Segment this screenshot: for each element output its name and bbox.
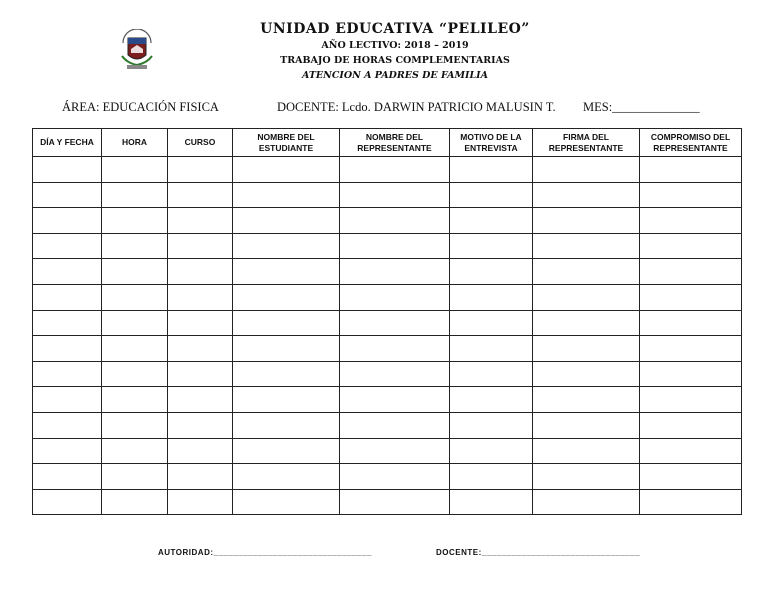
table-cell[interactable] (233, 489, 340, 515)
table-cell[interactable] (533, 438, 640, 464)
table-cell[interactable] (340, 361, 450, 387)
table-cell[interactable] (102, 336, 168, 362)
document-subtitle: TRABAJO DE HORAS COMPLEMENTARIAS (280, 55, 510, 66)
table-cell[interactable] (102, 259, 168, 285)
table-cell[interactable] (533, 182, 640, 208)
table-row (33, 208, 742, 234)
table-cell[interactable] (640, 310, 742, 336)
table-cell[interactable] (450, 387, 533, 413)
table-cell[interactable] (640, 489, 742, 515)
table-cell[interactable] (533, 464, 640, 490)
table-cell[interactable] (33, 361, 102, 387)
table-cell[interactable] (450, 438, 533, 464)
table-row (33, 438, 742, 464)
table-cell[interactable] (640, 182, 742, 208)
table-cell[interactable] (533, 259, 640, 285)
table-cell[interactable] (102, 361, 168, 387)
table-row (33, 489, 742, 515)
table-row (33, 157, 742, 183)
table-cell[interactable] (450, 412, 533, 438)
table-cell[interactable] (233, 182, 340, 208)
table-cell[interactable] (168, 233, 233, 259)
table-cell[interactable] (102, 157, 168, 183)
table-cell[interactable] (340, 284, 450, 310)
table-cell[interactable] (640, 412, 742, 438)
table-cell[interactable] (33, 336, 102, 362)
table-cell[interactable] (233, 412, 340, 438)
table-row (33, 336, 742, 362)
table-cell[interactable] (533, 336, 640, 362)
column-header: NOMBRE DEL REPRESENTANTE (340, 129, 450, 157)
table-row (33, 259, 742, 285)
table-cell[interactable] (168, 387, 233, 413)
table-cell[interactable] (340, 464, 450, 490)
table-cell[interactable] (233, 157, 340, 183)
table-cell[interactable] (233, 464, 340, 490)
table-cell[interactable] (450, 284, 533, 310)
table-cell[interactable] (102, 387, 168, 413)
table-cell[interactable] (340, 233, 450, 259)
table-cell[interactable] (233, 259, 340, 285)
table-cell[interactable] (533, 387, 640, 413)
table-cell[interactable] (33, 387, 102, 413)
table-cell[interactable] (233, 387, 340, 413)
table-row (33, 361, 742, 387)
document-subtitle-2: ATENCION A PADRES DE FAMILIA (302, 70, 488, 81)
table-cell[interactable] (102, 233, 168, 259)
table-cell[interactable] (450, 464, 533, 490)
table-cell[interactable] (168, 412, 233, 438)
table-cell[interactable] (340, 489, 450, 515)
table-cell[interactable] (450, 157, 533, 183)
table-cell[interactable] (233, 438, 340, 464)
month-field: MES:______________ (583, 100, 700, 114)
table-cell[interactable] (450, 310, 533, 336)
table-cell[interactable] (340, 438, 450, 464)
table-cell[interactable] (340, 157, 450, 183)
table-cell[interactable] (33, 310, 102, 336)
table-cell[interactable] (640, 387, 742, 413)
school-crest-icon (115, 29, 159, 75)
table-cell[interactable] (33, 208, 102, 234)
column-header: HORA (102, 129, 168, 157)
table-cell[interactable] (102, 412, 168, 438)
table-cell[interactable] (102, 182, 168, 208)
table-cell[interactable] (533, 284, 640, 310)
table-cell[interactable] (233, 310, 340, 336)
column-header: DÍA Y FECHA (33, 129, 102, 157)
table-cell[interactable] (533, 310, 640, 336)
table-cell[interactable] (640, 284, 742, 310)
table-row (33, 310, 742, 336)
table-cell[interactable] (640, 464, 742, 490)
table-cell[interactable] (33, 489, 102, 515)
table-cell[interactable] (533, 361, 640, 387)
table-cell[interactable] (640, 208, 742, 234)
authority-signature-line: AUTORIDAD:________________________________ (158, 548, 372, 557)
table-cell[interactable] (233, 284, 340, 310)
table-cell[interactable] (450, 489, 533, 515)
table-body (33, 157, 742, 515)
table-cell[interactable] (450, 259, 533, 285)
column-header: FIRMA DEL REPRESENTANTE (533, 129, 640, 157)
table-header-row (33, 129, 742, 157)
table-cell[interactable] (33, 284, 102, 310)
table-cell[interactable] (102, 208, 168, 234)
table-cell[interactable] (168, 361, 233, 387)
table-row (33, 182, 742, 208)
table-cell[interactable] (640, 438, 742, 464)
table-cell[interactable] (450, 361, 533, 387)
column-header: MOTIVO DE LA ENTREVISTA (450, 129, 533, 157)
table-cell[interactable] (533, 489, 640, 515)
table-cell[interactable] (102, 438, 168, 464)
table-cell[interactable] (168, 259, 233, 285)
column-header: CURSO (168, 129, 233, 157)
table-row (33, 412, 742, 438)
teacher-label: DOCENTE: Lcdo. DARWIN PATRICIO MALUSIN T. (277, 100, 556, 114)
table-cell[interactable] (340, 336, 450, 362)
table-cell[interactable] (233, 336, 340, 362)
table-cell[interactable] (450, 208, 533, 234)
teacher-signature-line: DOCENTE:________________________________ (436, 548, 641, 557)
table-cell[interactable] (640, 233, 742, 259)
table-cell[interactable] (168, 157, 233, 183)
table-cell[interactable] (168, 208, 233, 234)
column-header: COMPROMISO DEL REPRESENTANTE (640, 129, 742, 157)
table-cell[interactable] (33, 157, 102, 183)
table-cell[interactable] (168, 284, 233, 310)
table-cell[interactable] (102, 464, 168, 490)
table-cell[interactable] (340, 259, 450, 285)
table-cell[interactable] (33, 233, 102, 259)
table-cell[interactable] (102, 310, 168, 336)
table-cell[interactable] (640, 259, 742, 285)
table-cell[interactable] (233, 233, 340, 259)
table-cell[interactable] (33, 259, 102, 285)
table-cell[interactable] (33, 182, 102, 208)
table-cell[interactable] (102, 284, 168, 310)
table-cell[interactable] (168, 464, 233, 490)
table-cell[interactable] (340, 182, 450, 208)
table-cell[interactable] (233, 208, 340, 234)
table-cell[interactable] (33, 412, 102, 438)
table-cell[interactable] (168, 310, 233, 336)
attendance-table (32, 128, 742, 515)
table-cell[interactable] (533, 157, 640, 183)
table-cell[interactable] (233, 361, 340, 387)
table-cell[interactable] (168, 489, 233, 515)
table-cell[interactable] (640, 157, 742, 183)
table-cell[interactable] (33, 464, 102, 490)
table-row (33, 233, 742, 259)
table-cell[interactable] (340, 387, 450, 413)
table-cell[interactable] (168, 336, 233, 362)
table-cell[interactable] (533, 208, 640, 234)
table-cell[interactable] (168, 182, 233, 208)
table-cell[interactable] (340, 310, 450, 336)
table-cell[interactable] (33, 438, 102, 464)
table-cell[interactable] (340, 412, 450, 438)
table-row (33, 284, 742, 310)
area-label: ÁREA: EDUCACIÓN FISICA (62, 100, 219, 114)
table-cell[interactable] (450, 336, 533, 362)
school-year: AÑO LECTIVO: 2018 – 2019 (321, 40, 469, 51)
table-cell[interactable] (640, 336, 742, 362)
table-cell[interactable] (450, 233, 533, 259)
table-cell[interactable] (340, 208, 450, 234)
school-title: UNIDAD EDUCATIVA “PELILEO” (260, 21, 530, 37)
table-row (33, 464, 742, 490)
school-logo (115, 29, 159, 75)
table-cell[interactable] (102, 489, 168, 515)
document-header (190, 20, 600, 83)
table-cell[interactable] (640, 361, 742, 387)
table-cell[interactable] (450, 182, 533, 208)
table-cell[interactable] (533, 412, 640, 438)
table-cell[interactable] (168, 438, 233, 464)
table-cell[interactable] (533, 233, 640, 259)
table-row (33, 387, 742, 413)
column-header: NOMBRE DEL ESTUDIANTE (233, 129, 340, 157)
